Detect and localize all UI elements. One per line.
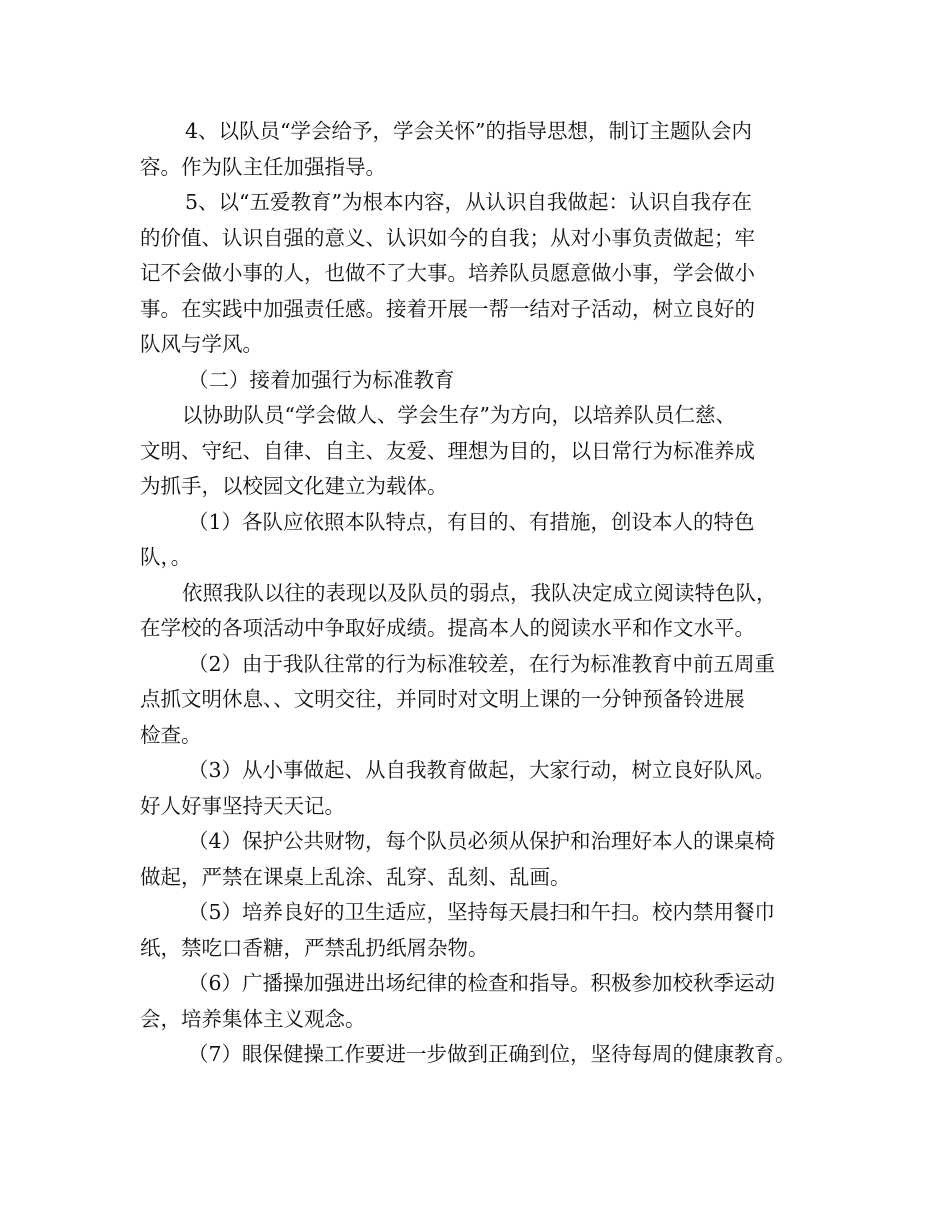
text-line: 5、以“五爱教育”为根本内容，从认识自我做起：认识自我存在 [185, 190, 753, 214]
text-line: 的价值、认识自强的意义、认识如今的自我；从对小事负责做起；牢 [140, 225, 755, 250]
paragraph [140, 753, 830, 824]
paragraph [140, 895, 830, 966]
text-line: （二）接着加强行为标准教育 [188, 367, 455, 392]
text-line: 事。在实践中加强责任感。接着开展一帮一结对子活动，树立良好的 [140, 296, 755, 321]
text-line: （1）各队应依照本队特点，有目的、有措施，创设本人的特色 [188, 509, 755, 534]
text-line: （6）广播操加强进出场纪律的检查和指导。积极参加校秋季运动 [188, 971, 776, 995]
text-line: 为抓手，以校园文化建立为载体。 [140, 474, 448, 498]
paragraph [140, 824, 830, 895]
paragraph [140, 966, 830, 1037]
document-body [140, 114, 830, 1073]
text-line: 容。作为队主任加强指导。 [140, 154, 386, 179]
text-line: 做起，严禁在课桌上乱涂、乱穿、乱刻、乱画。 [140, 864, 571, 889]
text-line: 以协助队员“学会做人、学会生存”为方向，以培养队员仁慈、 [182, 403, 736, 427]
text-line: 4、以队员“学会给予，学会关怀”的指导思想，制订主题队会内 [185, 119, 753, 143]
text-line: （3）从小事做起、从自我教育做起，大家行动，树立良好队风。 [188, 758, 776, 782]
paragraph [140, 398, 830, 505]
text-line: 在学校的各项活动中争取好成绩。提高本人的阅读水平和作文水平。 [140, 616, 755, 640]
text-line: 点抓文明休息、、文明交往，并同时对文明上课的一分钟预备铃进展 [140, 687, 745, 711]
text-line: （7）眼保健操工作要进一步做到正确到位，坚待每周的健康教育。 [188, 1042, 796, 1066]
paragraph [140, 114, 830, 185]
text-line: 好人好事坚持天天记。 [140, 793, 345, 818]
text-line: 依照我队以往的表现以及队员的弱点，我队决定成立阅读特色队， [182, 580, 777, 605]
text-line: 队风与学风。 [140, 332, 263, 356]
paragraph [140, 1037, 830, 1073]
text-line: 记不会做小事的人，也做不了大事。培养队员愿意做小事，学会做小 [140, 261, 755, 285]
text-line: 队，。 [140, 545, 192, 569]
text-line: （5）培养良好的卫生适应，坚持每天晨扫和午扫。校内禁用餐巾 [188, 900, 776, 924]
paragraph [140, 185, 830, 363]
paragraph [140, 576, 830, 647]
text-line: 检查。 [140, 722, 202, 747]
text-line: （4）保护公共财物，每个队员必须从保护和治理好本人的课桌椅 [188, 829, 776, 853]
text-line: 文明、守纪、自律、自主、友爱、理想为目的，以日常行为标准养成 [140, 438, 755, 463]
text-line: 纸，禁吃口香糖，严禁乱扔纸屑杂物。 [140, 935, 489, 960]
paragraph [140, 363, 830, 399]
text-line: 会，培养集体主义观念。 [140, 1006, 366, 1031]
paragraph [140, 647, 830, 754]
text-line: （2）由于我队往常的行为标准较差，在行为标准教育中前五周重 [188, 651, 776, 676]
paragraph [140, 505, 830, 576]
